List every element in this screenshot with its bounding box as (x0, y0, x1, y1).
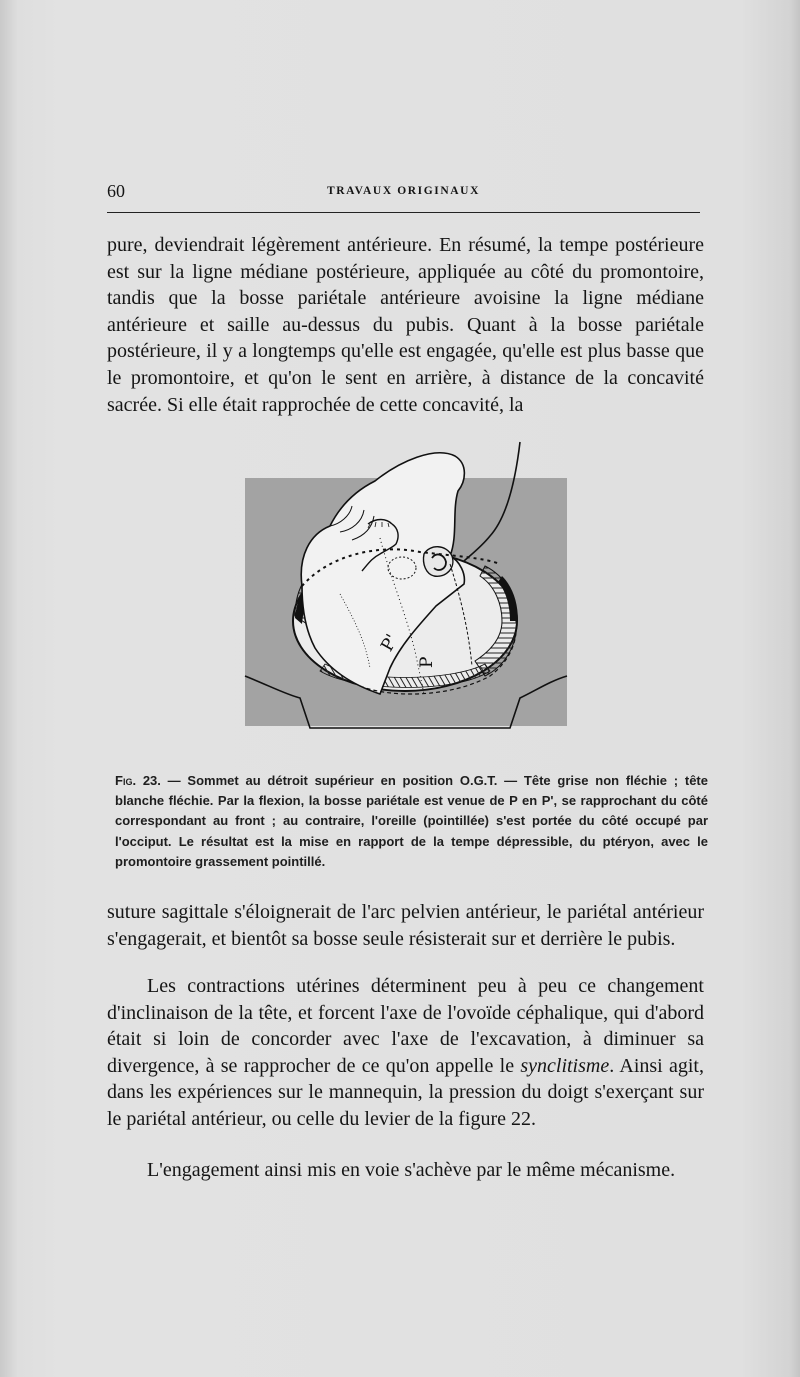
running-title: TRAVAUX ORIGINAUX (327, 185, 480, 197)
fetal-ear (423, 547, 452, 577)
paragraph-3-text: Les contractions utérines déterminent peu à peu ce changement d'inclinaison de la tête, et forcent l'axe de l'ovoïde céphalique, qui d'abord était si loin de concorder avec l'axe de l'excavation, à diminuer sa divergence, à se rapprocher de ce qu'on appelle le (107, 975, 704, 1077)
figure-23 (240, 436, 570, 731)
page-number: 60 (107, 181, 125, 201)
label-p-prime: P' (377, 630, 403, 655)
paragraph-4: L'engagement ainsi mis en voie s'achève par le même mécanisme. (147, 1159, 676, 1181)
caption-text: — Sommet au détroit supérieur en position O.G.T. — Tête grise non fléchie ; tête blanche fléchie. Par la flexion, la bosse pariétale est venue de P en P', se rapprochant du côté correspondant au front ; au contraire, l'oreille (pointillée) s'est portée du côté occupé par l'occiput. Le résultat est la mise en rapport de la tempe dépressible, du ptéryon, avec le promontoire grassement pointillé. (115, 773, 708, 869)
paragraph-1: pure, deviendrait légèrement antérieure. En résumé, la tempe postérieure est sur la ligne médiane postérieure, appliquée au côté du promontoire, tandis que la bosse pariétale antérieure avoisine la ligne médiane antérieure et saille au-dessus du pubis. Quant à la bosse pariétale postérieure, il y a longtemps qu'elle est engagée, qu'elle est plus basse que le promontoire, et qu'on le sent en arrière, à distance de la concavité sacrée. Si elle était rapprochée de cette concavité, la (107, 234, 704, 416)
header-rule (107, 212, 700, 213)
figure-label: Fig. 23. (115, 773, 161, 788)
paragraph-3-text-end: . Ainsi agit, dans les expériences sur le mannequin, la pression du doigt s'exerçant sur le pariétal antérieur, ou celle du levier de la figure 22. (107, 1054, 704, 1130)
paragraph-3 (107, 973, 704, 1133)
emphasis-synclitisme: synclitisme (520, 1054, 610, 1077)
figure-caption (115, 771, 708, 872)
label-p: P (417, 656, 437, 668)
pelvis-head-illustration (240, 436, 570, 731)
paragraph-2: suture sagittale s'éloignerait de l'arc pelvien antérieur, le pariétal antérieur s'engagerait, et bientôt sa bosse seule résisterait sur et derrière le pubis. (107, 901, 704, 950)
page-header (107, 181, 700, 207)
